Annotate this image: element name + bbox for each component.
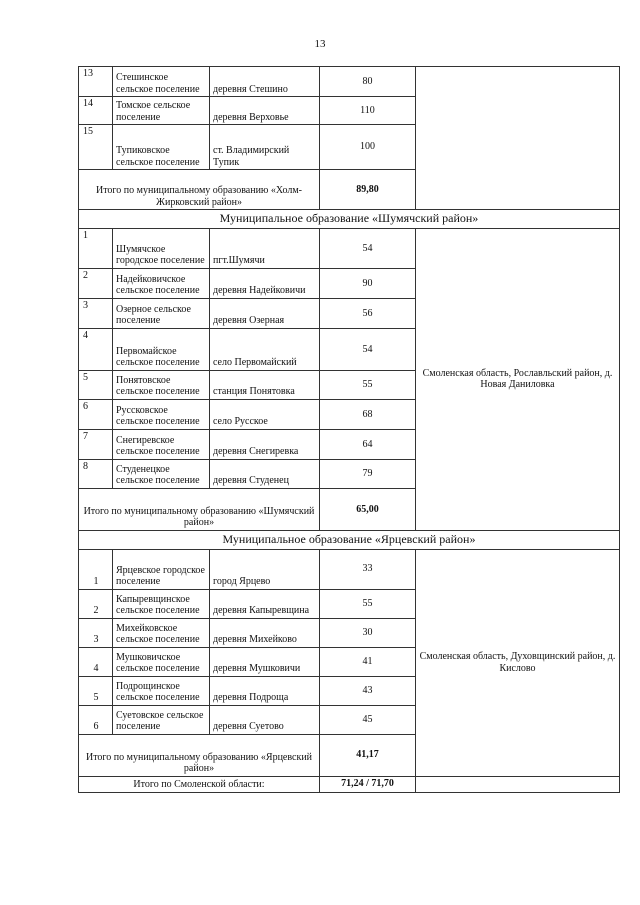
grand-total-row [79,776,620,792]
village-name: деревня Суетово [210,705,320,734]
village-name: ст. Владимирский Тупик [210,125,320,170]
row-number: 3 [79,298,113,328]
total-label: Итого по муниципальному образованию «Холм-Жирковский район» [79,170,320,210]
address-cell: Смоленская область, Духовщинский район, д. Кислово [416,549,620,776]
value-cell: 90 [320,268,416,298]
page-number: 13 [314,38,326,50]
settlement-name: Мушковичское сельское поселение [113,647,210,676]
value-cell: 110 [320,97,416,125]
row-number: 1 [79,549,113,589]
village-name: село Русское [210,399,320,429]
row-number: 8 [79,459,113,488]
village-name: деревня Надейковичи [210,268,320,298]
village-name: деревня Капыревщина [210,589,320,618]
settlement-name: Подрощинское сельское поселение [113,676,210,705]
total-value: 89,80 [320,170,416,210]
table-row [79,549,620,589]
settlement-name: Первомайское сельское поселение [113,328,210,370]
value-cell: 56 [320,298,416,328]
village-name: деревня Верховье [210,97,320,125]
settlement-name: Понятовское сельское поселение [113,370,210,399]
row-number: 5 [79,676,113,705]
row-number: 15 [79,125,113,170]
settlement-name: Шумячское городское поселение [113,228,210,268]
total-value: 65,00 [320,488,416,530]
village-name: деревня Мушковичи [210,647,320,676]
row-number: 3 [79,618,113,647]
grand-total-value: 71,24 / 71,70 [320,776,416,792]
total-label: Итого по муниципальному образованию «Ярцевский район» [79,734,320,776]
value-cell: 30 [320,618,416,647]
settlement-name: Тупиковское сельское поселение [113,125,210,170]
value-cell: 64 [320,429,416,459]
value-cell: 55 [320,370,416,399]
address-cell: Смоленская область, Рославльский район, д. Новая Даниловка [416,228,620,530]
total-label: Итого по муниципальному образованию «Шумячский район» [79,488,320,530]
settlement-name: Надейковичское сельское поселение [113,268,210,298]
village-name: деревня Михейково [210,618,320,647]
value-cell: 33 [320,549,416,589]
value-cell: 79 [320,459,416,488]
village-name: деревня Подроща [210,676,320,705]
section-header-row [79,530,620,549]
village-name: станция Понятовка [210,370,320,399]
row-number: 4 [79,647,113,676]
village-name: деревня Студенец [210,459,320,488]
value-cell: 41 [320,647,416,676]
village-name: пгт.Шумячи [210,228,320,268]
village-name: деревня Снегиревка [210,429,320,459]
settlement-name: Суетовское сельское поселение [113,705,210,734]
settlement-name: Капыревщинское сельское поселение [113,589,210,618]
value-cell: 54 [320,328,416,370]
settlement-name: Руссковское сельское поселение [113,399,210,429]
row-number: 2 [79,268,113,298]
village-name: село Первомайский [210,328,320,370]
value-cell: 68 [320,399,416,429]
row-number: 2 [79,589,113,618]
settlement-name: Снегиревское сельское поселение [113,429,210,459]
value-cell: 80 [320,67,416,97]
row-number: 13 [79,67,113,97]
row-number: 7 [79,429,113,459]
settlement-name: Михейковское сельское поселение [113,618,210,647]
value-cell: 45 [320,705,416,734]
value-cell: 54 [320,228,416,268]
settlement-name: Стешинское сельское поселение [113,67,210,97]
grand-total-label: Итого по Смоленской области: [79,776,320,792]
settlement-name: Студенецкое сельское поселение [113,459,210,488]
empty-address-cell [416,67,620,210]
settlement-name: Ярцевское городское поселение [113,549,210,589]
village-name: деревня Озерная [210,298,320,328]
row-number: 6 [79,399,113,429]
data-table [78,66,620,793]
table-row [79,228,620,268]
settlement-name: Озерное сельское поселение [113,298,210,328]
section-title: Муниципальное образование «Ярцевский район» [79,530,620,549]
value-cell: 100 [320,125,416,170]
row-number: 14 [79,97,113,125]
table-row [79,67,620,97]
section-title: Муниципальное образование «Шумячский район» [79,210,620,229]
settlement-name: Томское сельское поселение [113,97,210,125]
value-cell: 55 [320,589,416,618]
grand-total-empty [416,776,620,792]
row-number: 6 [79,705,113,734]
section-header-row [79,210,620,229]
village-name: город Ярцево [210,549,320,589]
row-number: 1 [79,228,113,268]
row-number: 5 [79,370,113,399]
total-value: 41,17 [320,734,416,776]
row-number: 4 [79,328,113,370]
value-cell: 43 [320,676,416,705]
village-name: деревня Стешино [210,67,320,97]
